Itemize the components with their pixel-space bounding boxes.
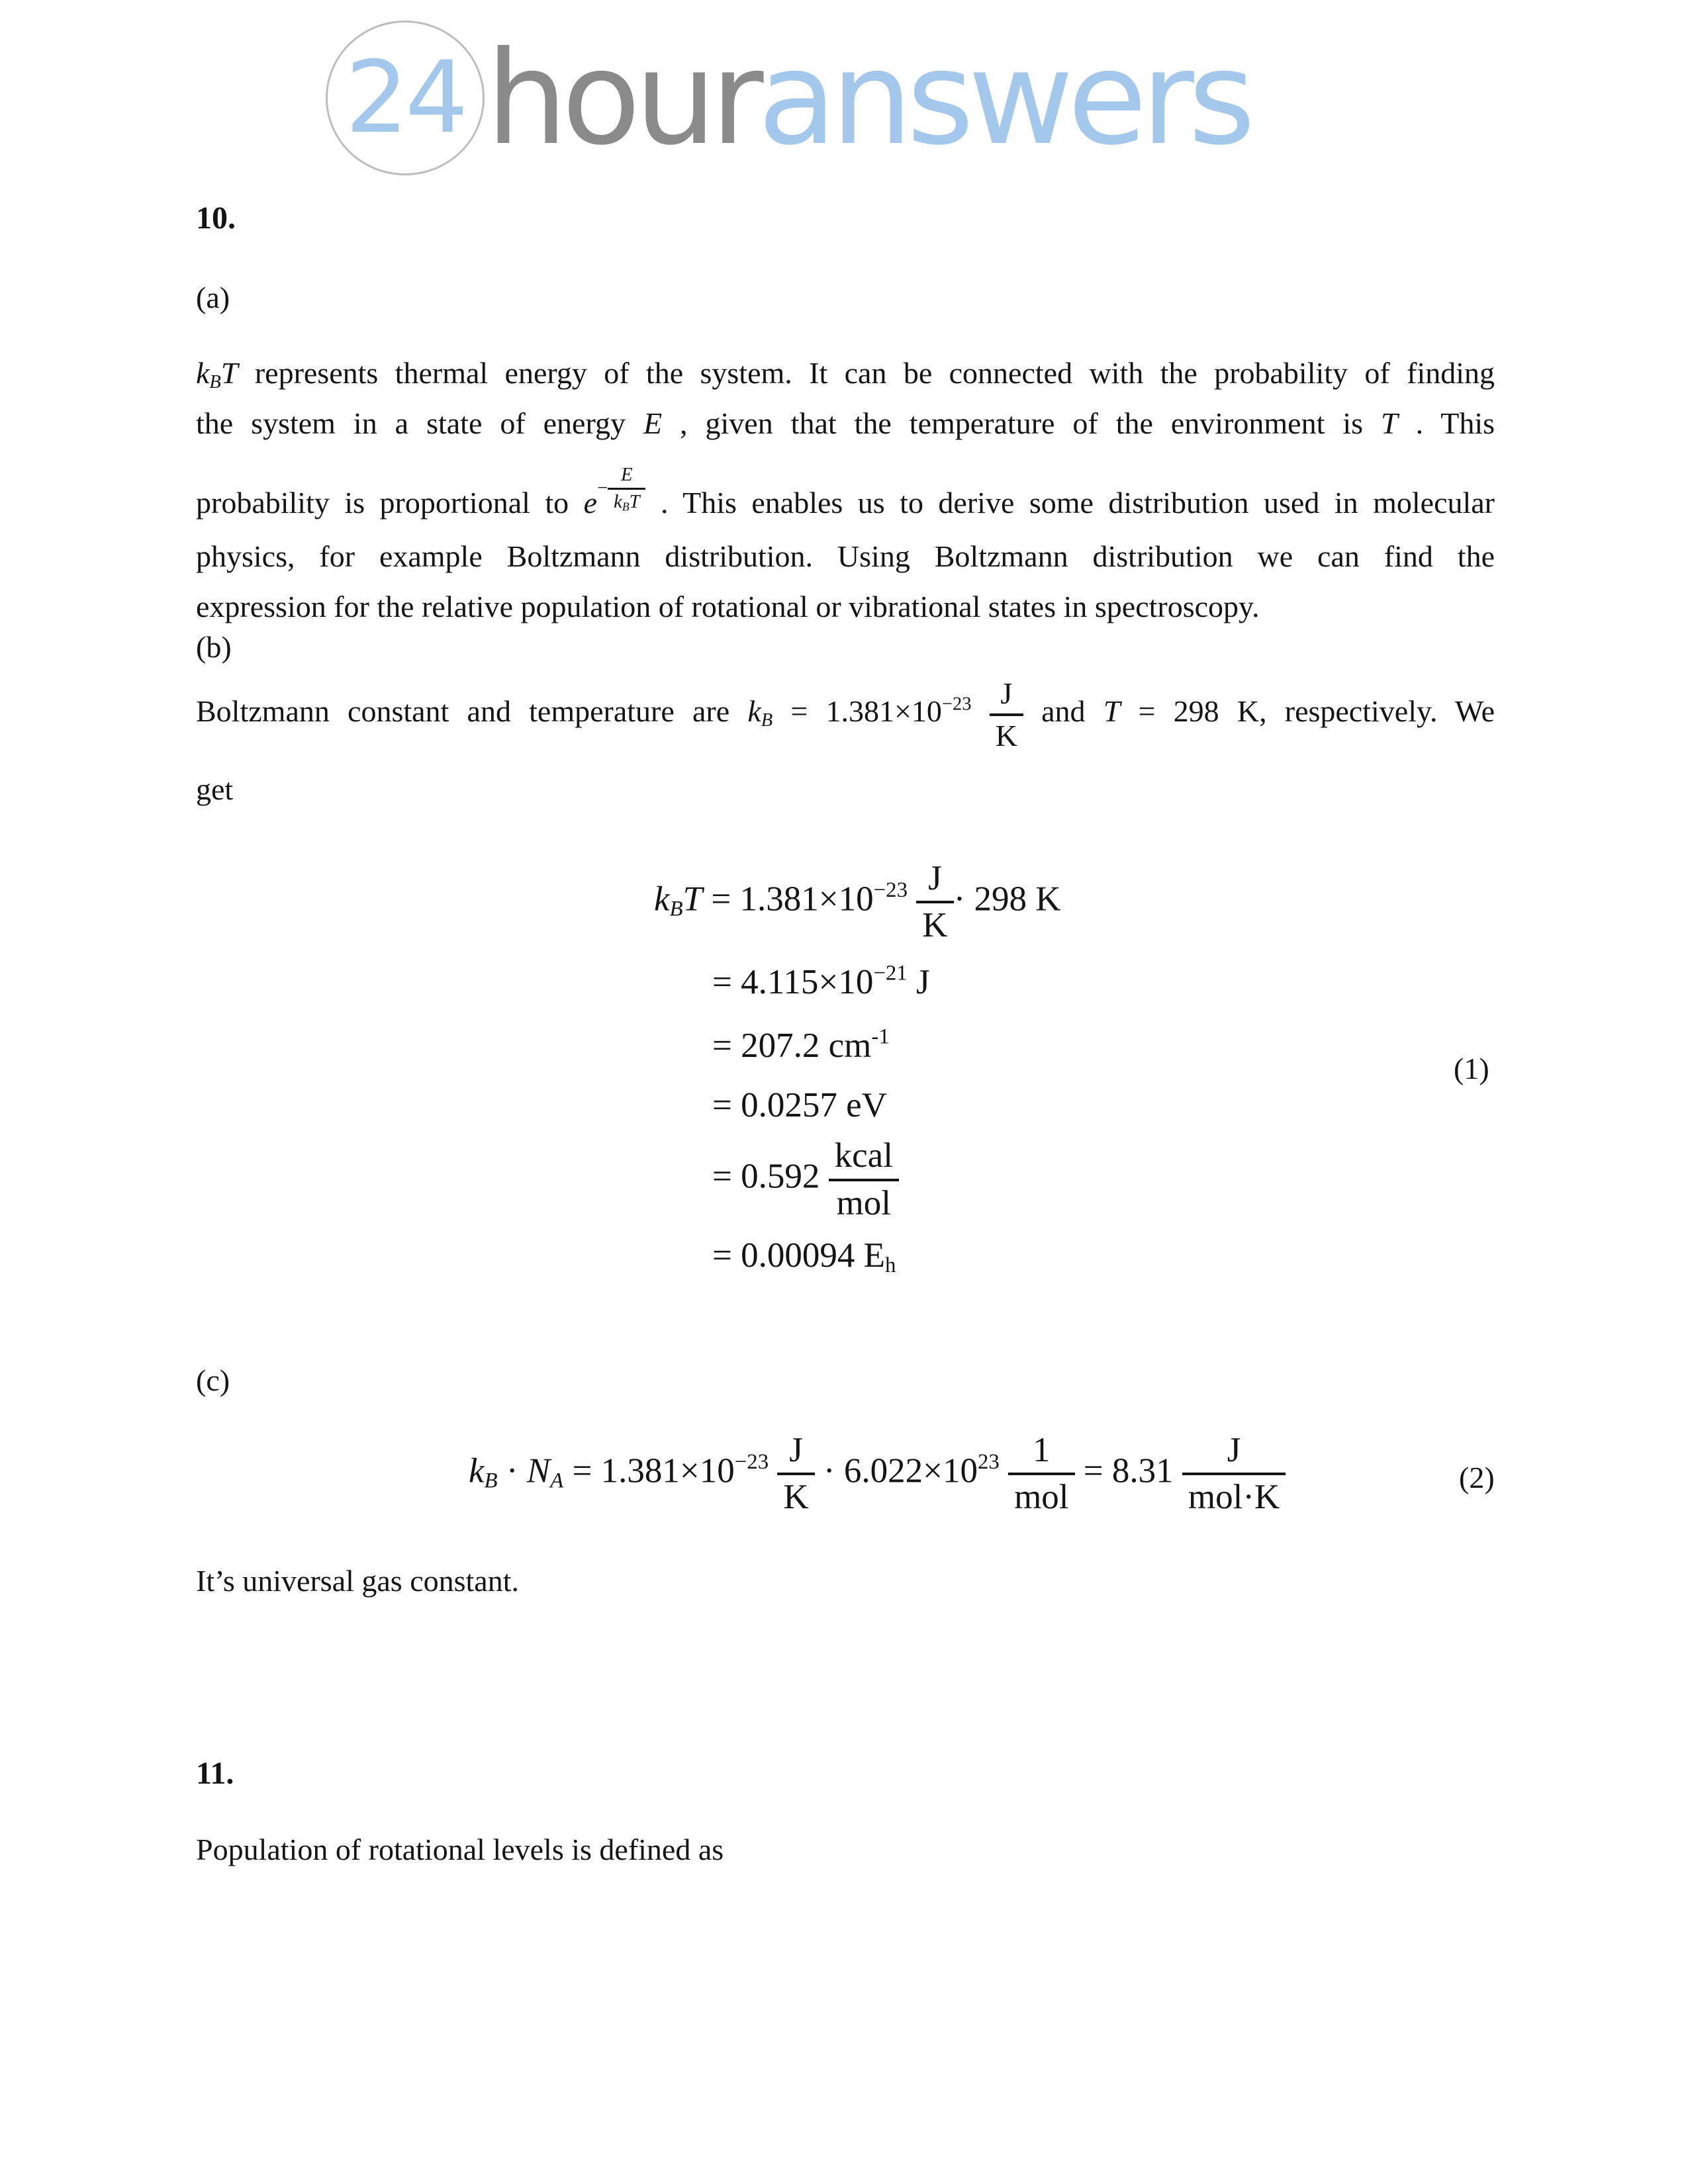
part-b-paragraph (196, 676, 1495, 815)
exponent: −23 (873, 878, 908, 903)
logo (326, 19, 1250, 177)
logo-word-hour: hour (486, 23, 758, 173)
sub-B: B (669, 897, 683, 921)
text-run: probability is proportional to (196, 486, 569, 520)
equation-1-number: (1) (1454, 1052, 1489, 1085)
equation-line-2 (712, 960, 1061, 1004)
value-run: 298 K (974, 880, 1061, 919)
numerator-1: 1 (1033, 1431, 1051, 1469)
value-run: 8.31 (1111, 1451, 1174, 1490)
equals-sign: = (712, 1086, 732, 1125)
denominator-K: K (995, 718, 1017, 752)
equals-sign: = (712, 1236, 732, 1275)
var-k: k (654, 880, 670, 919)
text-run: Boltzmann constant and temperature are (196, 694, 730, 729)
var-T: T (1103, 694, 1121, 729)
denominator-mol: mol (836, 1183, 891, 1222)
equals-sign: = (711, 880, 731, 919)
coefficient: 6.022×10 (843, 1451, 978, 1490)
unit: J (915, 962, 930, 1001)
part-a-paragraph (196, 348, 1495, 632)
paragraph-line (196, 676, 1495, 752)
cdot: · (506, 1451, 518, 1490)
coefficient: 4.115×10 (741, 962, 874, 1001)
sub-h: h (885, 1253, 896, 1278)
question-11-intro: Population of rotational levels is defined as (196, 1833, 724, 1866)
equation-2 (469, 1431, 1286, 1518)
fraction-bar (1182, 1473, 1286, 1475)
paragraph-line (196, 449, 1495, 531)
cdot: · (823, 1451, 835, 1490)
equation-line-5 (712, 1136, 1061, 1223)
sub-A: A (550, 1469, 564, 1493)
denominator-mol: mol (1014, 1478, 1069, 1517)
value-run: 0.592 (741, 1157, 820, 1196)
equals-sign: = (1083, 1451, 1103, 1490)
equals-sign: = (712, 1157, 732, 1196)
minus-sign: − (597, 478, 608, 499)
part-c-conclusion: It’s universal gas constant. (196, 1564, 520, 1598)
text-run: = 298 K, respectively. We (1138, 694, 1495, 729)
logo-24-text: 24 (345, 40, 465, 156)
exponent: -1 (871, 1024, 890, 1049)
value-run: 0.0257 eV (741, 1086, 887, 1125)
sub-B: B (761, 710, 773, 731)
numerator-E: E (621, 465, 633, 486)
var-E: E (643, 406, 663, 440)
boltzmann-exponent-fraction (597, 465, 645, 513)
equation-line-6 (712, 1234, 1061, 1277)
equation-line-3 (712, 1024, 1061, 1068)
denominator-K: K (783, 1478, 809, 1517)
fraction-bar (916, 901, 953, 903)
text-run: the system in a state of energy (196, 406, 626, 440)
coefficient: 1.381×10 (600, 1451, 735, 1490)
text-run: represents thermal energy of the system. It can be connected with the probability of finding (254, 356, 1495, 390)
equation-2-number: (2) (1459, 1461, 1495, 1494)
var-k: k (469, 1451, 485, 1490)
part-a-label: (a) (196, 281, 230, 314)
var-k: k (747, 694, 761, 729)
logo-word-answers: answers (757, 23, 1250, 173)
value-run: 207.2 cm (741, 1026, 872, 1065)
var-T: T (220, 356, 238, 390)
J-per-K-fraction (990, 676, 1023, 752)
text-run: and (1041, 694, 1086, 729)
J-per-molK-fraction (1182, 1431, 1286, 1518)
var-N: N (526, 1451, 551, 1490)
fraction-bar (777, 1473, 814, 1475)
value-run: 0.00094 E (741, 1236, 886, 1275)
coefficient: 1.381×10 (739, 880, 874, 919)
numerator-kcal: kcal (834, 1136, 893, 1175)
var-T: T (682, 880, 703, 919)
numerator-J: J (1000, 676, 1013, 710)
question-10-number: 10. (196, 201, 236, 236)
paragraph-line: get (196, 772, 234, 807)
text-run: . This enables us to derive some distribution used in molecular (660, 486, 1495, 520)
sub-B: B (622, 500, 630, 514)
equals-sign: = (712, 1026, 732, 1065)
equals-sign: = (572, 1451, 592, 1490)
paragraph-line: physics, for example Boltzmann distribution. Using Boltzmann distribution we can find the (196, 539, 1495, 574)
denominator-molK: mol·K (1188, 1478, 1280, 1517)
equation-line-1 (654, 859, 1061, 946)
denominator-kBT (608, 492, 645, 513)
sub-B: B (484, 1469, 498, 1493)
one-per-mol-fraction (1008, 1431, 1074, 1518)
question-11-number: 11. (196, 1756, 234, 1791)
J-per-K-fraction (916, 859, 953, 946)
var-e: e (583, 486, 598, 520)
logo-wordmark (486, 23, 1250, 173)
part-b-label: (b) (196, 630, 232, 664)
equation-1 (654, 859, 1061, 1277)
equals-sign: = (712, 962, 732, 1001)
var-T: T (629, 491, 640, 512)
denominator-K: K (922, 906, 948, 945)
E-over-kBT-fraction (608, 465, 645, 513)
var-T: T (1381, 406, 1398, 440)
logo-24-badge (326, 21, 485, 175)
var-k: k (196, 356, 210, 390)
numerator-J: J (789, 1431, 803, 1469)
text-run: , given that the temperature of the environment is (680, 406, 1364, 440)
fraction-bar (829, 1179, 899, 1181)
part-c-label: (c) (196, 1363, 230, 1397)
paragraph-line (196, 348, 1495, 398)
fraction-bar (1008, 1473, 1074, 1475)
J-per-K-fraction (777, 1431, 814, 1518)
fraction-bar (990, 713, 1023, 716)
paragraph-line (196, 398, 1495, 449)
kcal-per-mol-fraction (829, 1136, 899, 1223)
cdot: · (953, 880, 966, 919)
equation-line-4 (712, 1083, 1061, 1127)
exponent: −21 (873, 961, 908, 985)
fraction-bar (608, 488, 645, 490)
paragraph-line: expression for the relative population of rotational or vibrational states in spectroscopy. (196, 590, 1260, 624)
exponent: −23 (941, 694, 972, 715)
exponent: −23 (734, 1450, 769, 1475)
numerator-J: J (928, 859, 942, 897)
numerator-J: J (1227, 1431, 1241, 1469)
value-run: = 1.381×10 (790, 694, 942, 729)
var-k: k (614, 491, 622, 512)
exponent: 23 (977, 1450, 1000, 1475)
sub-B: B (209, 372, 221, 393)
text-run: . This (1415, 406, 1495, 440)
